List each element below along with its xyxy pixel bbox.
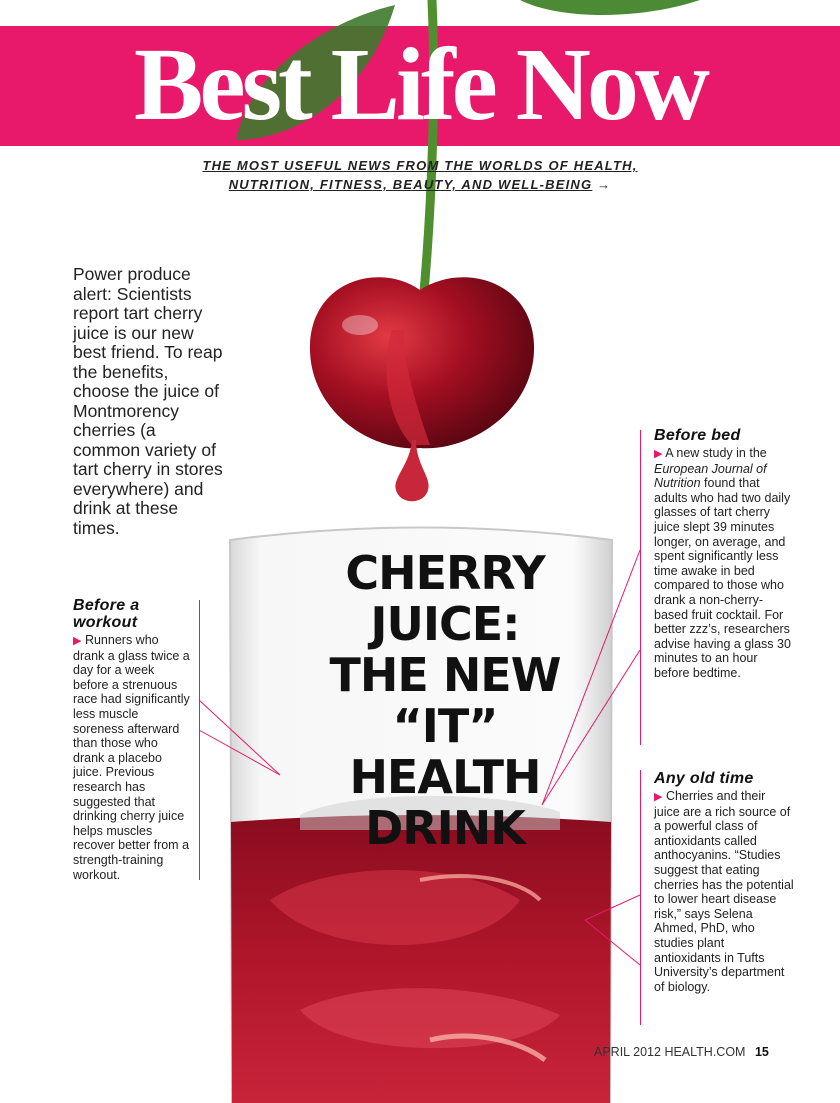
juice xyxy=(231,815,611,1103)
arrow-right-icon: → xyxy=(597,177,612,192)
headline-line-4: “IT” HEALTH xyxy=(349,699,541,804)
section-title: Before bed xyxy=(654,427,741,444)
headline-line-1: CHERRY xyxy=(345,546,545,600)
section-title: Before a workout xyxy=(73,597,140,631)
triangle-marker-icon: ▶ xyxy=(654,791,663,803)
page-footer xyxy=(594,1045,769,1059)
triangle-marker-icon: ▶ xyxy=(73,635,82,647)
divider-anytime xyxy=(640,770,641,1025)
triangle-marker-icon: ▶ xyxy=(654,448,663,460)
page-number: 15 xyxy=(754,1045,769,1059)
section-body: Runners who drank a glass twice a day for a week before a strenuous race had significantly less muscle soreness afterward than those who drank a placebo juice. Previous research has suggested that drinking cherry juice helps muscles recover better from a strength-training workout. xyxy=(73,633,190,882)
section-body-end: found that adults who had two daily glasses of tart cherry juice slept 39 minutes longer, on average, and spent significantly less time awake in bed compared to those who drank a non-cherry-based fruit cocktail. For better zzz’s, researchers advise having a glass 30 minutes to an hour before bedtime. xyxy=(654,476,791,680)
masthead-title: Best Life Now xyxy=(134,27,706,142)
headline xyxy=(300,548,590,854)
headline-line-3: THE NEW xyxy=(329,648,561,702)
headline-line-2: JUICE: xyxy=(370,597,520,651)
divider-workout xyxy=(199,600,200,880)
website: HEALTH.COM xyxy=(664,1045,746,1059)
headline-line-5: DRINK xyxy=(365,801,525,855)
tagline xyxy=(160,156,680,194)
juice-drip xyxy=(395,440,428,501)
section-any-old-time xyxy=(654,770,794,994)
divider-bed xyxy=(640,430,641,745)
issue-date: APRIL 2012 xyxy=(594,1045,661,1059)
tagline-line-1: THE MOST USEFUL NEWS FROM THE WORLDS OF HEALTH, xyxy=(202,158,638,173)
intro-paragraph: Power produce alert: Scientists report tart cherry juice is our new best friend. To reap the benefits, choose the juice of Montmorency cherries (a common variety of tart cherry in stores everywhere) and drink at these times. xyxy=(73,264,223,538)
section-before-workout xyxy=(73,597,191,882)
section-title: Any old time xyxy=(654,770,754,787)
section-body: Cherries and their juice are a rich source of a powerful class of antioxidants called anthocyanins. “Studies suggest that eating cherries has the potential to lower heart disease risk,” says Selena Ahmed, PhD, who studies plant antioxidants in Tufts University’s department of biology. xyxy=(654,789,794,994)
journal-name: European Journal of Nutrition xyxy=(654,461,767,491)
section-before-bed xyxy=(654,427,794,681)
tagline-line-2: NUTRITION, FITNESS, BEAUTY, AND WELL-BEING xyxy=(228,177,593,192)
leaf-right xyxy=(520,0,700,15)
section-body-start: A new study in the xyxy=(665,446,767,460)
